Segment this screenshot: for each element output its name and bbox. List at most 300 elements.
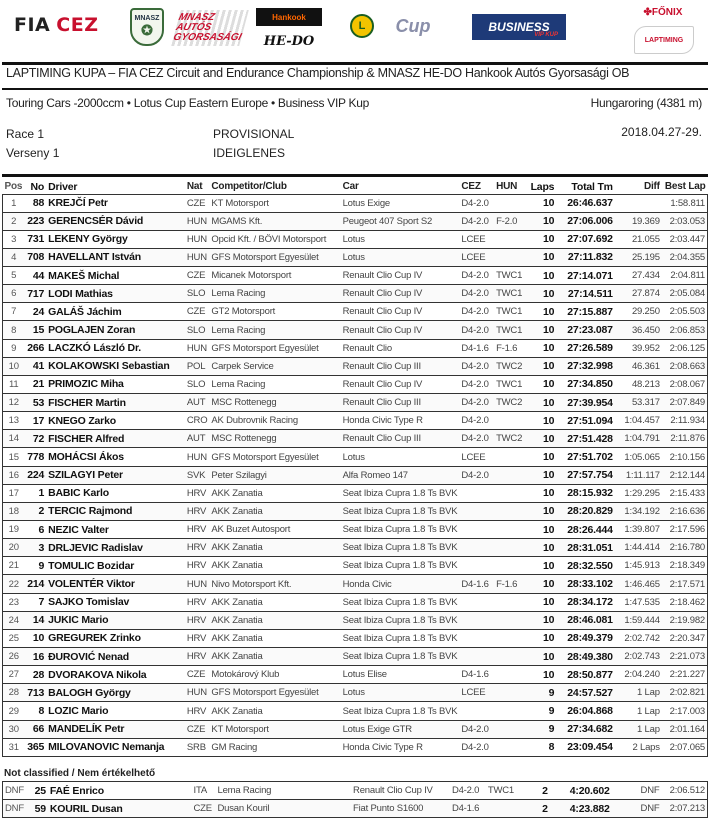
car-number-cell: 6 xyxy=(38,523,45,536)
car-number-cell: 214 xyxy=(27,578,45,591)
car-cell: Seat Ibiza Cupra 1.8 Ts BVK xyxy=(342,524,458,536)
gap-cell: 1:59.444 xyxy=(624,614,660,626)
table-row xyxy=(3,430,708,448)
hun-class-cell xyxy=(494,248,527,266)
driver-cell: HAVELLANT István xyxy=(48,251,141,264)
nationality-cell: HRV xyxy=(186,632,207,644)
car-cell: Seat Ibiza Cupra 1.8 Ts BVK xyxy=(342,505,458,517)
event-classes: Touring Cars -2000ccm • Lotus Cup Eastern Europe • Business VIP Kup xyxy=(6,96,369,110)
competitor-cell: GT2 Motorsport xyxy=(211,306,276,318)
best-lap-cell: 2:19.982 xyxy=(669,614,705,626)
car-number-cell: 1 xyxy=(38,487,45,500)
competitor-cell: AKK Zanatia xyxy=(211,542,263,554)
table-row xyxy=(3,684,708,702)
hun-class-cell xyxy=(494,738,527,756)
driver-cell: GREGUREK Zrinko xyxy=(48,632,141,645)
competitor-cell: Carpek Service xyxy=(211,360,274,372)
nationality-cell: SVK xyxy=(186,469,206,481)
cez-class-cell: D4-2.0 xyxy=(461,469,489,481)
total-time-cell: 28:32.550 xyxy=(567,559,613,572)
car-number-cell: 28 xyxy=(32,668,45,681)
nationality-cell: CZE xyxy=(186,270,206,282)
car-cell: Seat Ibiza Cupra 1.8 Ts BVK xyxy=(342,705,458,717)
competitor-cell: AKK Zanatia xyxy=(211,487,263,499)
table-row xyxy=(3,611,708,629)
driver-cell: KREJČÍ Petr xyxy=(48,197,108,210)
result-status xyxy=(213,125,294,163)
gap-cell: 1 Lap xyxy=(637,723,660,735)
nationality-cell: CRO xyxy=(186,415,208,427)
total-time-cell: 23:09.454 xyxy=(567,741,613,754)
hun-class-cell xyxy=(494,539,527,557)
gap-cell: 1:05.065 xyxy=(624,451,660,463)
gap-cell: 1:34.192 xyxy=(624,505,660,517)
table-row xyxy=(3,230,708,248)
best-lap-cell: 2:06.125 xyxy=(669,342,705,354)
driver-cell: ĐUROVIĆ Nenad xyxy=(48,650,129,663)
position-cell: 18 xyxy=(8,505,19,517)
car-cell: Renault Clio Cup IV xyxy=(342,270,423,282)
table-row xyxy=(3,194,708,212)
car-number-cell: 3 xyxy=(38,541,45,554)
hun-class-cell xyxy=(494,412,527,430)
total-time-cell: 26:46.637 xyxy=(567,197,613,210)
hun-class-cell xyxy=(494,502,527,520)
gap-cell: 25.195 xyxy=(631,251,660,263)
best-lap-cell: 2:17.596 xyxy=(669,524,705,536)
page-title: LAPTIMING KUPA – FIA CEZ Circuit and Endurance Championship & MNASZ HE-DO Hankook Autós Gyorsasági OB xyxy=(6,66,630,80)
cez-text: CEZ xyxy=(56,14,99,36)
table-header-row xyxy=(3,180,708,194)
position-cell: 6 xyxy=(11,288,17,300)
race-label-hu: Verseny 1 xyxy=(6,146,60,160)
driver-cell: MANDELÍK Petr xyxy=(48,723,125,736)
hun-class-cell: TWC1 xyxy=(496,288,523,300)
table-row xyxy=(3,339,708,357)
gap-cell: 36.450 xyxy=(631,324,660,336)
nationality-cell: HRV xyxy=(186,705,207,717)
car-number-cell: 88 xyxy=(32,197,45,210)
best-lap-cell: 2:03.053 xyxy=(669,215,705,227)
nationality-cell: CZE xyxy=(186,306,206,318)
best-lap-cell: 2:07.213 xyxy=(669,803,705,815)
cez-class-cell: D4-1.6 xyxy=(461,342,489,354)
hun-class-cell: F-2.0 xyxy=(496,215,518,227)
car-cell: Renault Clio Cup III xyxy=(342,397,421,409)
car-cell: Honda Civic xyxy=(342,578,392,590)
driver-cell: BABIC Karlo xyxy=(48,487,109,500)
cez-class-cell: LCEE xyxy=(461,451,486,463)
laps-cell: 10 xyxy=(543,251,555,264)
car-number-cell: 24 xyxy=(32,305,45,318)
competitor-cell: GFS Motorsport Egyesület xyxy=(211,687,319,699)
car-cell: Lotus Exige GTR xyxy=(342,723,412,735)
gap-cell: 1:11.117 xyxy=(625,469,660,481)
competitor-cell: KT Motorsport xyxy=(211,723,269,735)
cez-class-cell: D4-2.0 xyxy=(461,360,489,372)
gap-cell: 2:02.742 xyxy=(624,632,660,644)
position-cell: 23 xyxy=(8,596,19,608)
laps-cell: 10 xyxy=(543,541,555,554)
hun-class-cell xyxy=(494,484,527,502)
cez-class-cell: D4-2.0 xyxy=(461,723,489,735)
divider xyxy=(2,62,708,65)
table-row xyxy=(3,357,708,375)
competitor-cell: Peter Szilagyi xyxy=(211,469,267,481)
laps-cell: 10 xyxy=(543,342,555,355)
hun-class-cell xyxy=(494,611,527,629)
total-time-cell: 4:20.602 xyxy=(569,784,610,797)
column-header-gap: Diff xyxy=(643,181,660,193)
nationality-cell: HRV xyxy=(186,505,207,517)
total-time-cell: 28:50.877 xyxy=(567,668,613,681)
table-row xyxy=(3,448,708,466)
hedo-logo xyxy=(256,32,322,50)
column-header-total-time: Total Tm xyxy=(571,180,613,193)
laptiming-text: LAPTIMING xyxy=(644,36,684,44)
fia-cez-logo xyxy=(14,14,98,36)
gap-cell: 2 Laps xyxy=(632,741,660,753)
nationality-cell: AUT xyxy=(186,433,206,445)
car-number-cell: 8 xyxy=(38,705,45,717)
car-cell: Lotus xyxy=(342,233,365,245)
table-row xyxy=(3,521,708,539)
divider xyxy=(2,88,708,90)
cez-class-cell: LCEE xyxy=(461,233,486,245)
best-lap-cell: 2:20.347 xyxy=(669,632,705,644)
position-cell: 21 xyxy=(8,560,19,572)
race-label xyxy=(6,125,59,163)
gap-cell: 21.055 xyxy=(631,233,660,245)
gap-cell: 29.250 xyxy=(631,306,660,318)
gap-cell: 2:02.743 xyxy=(624,651,660,663)
total-time-cell: 28:46.081 xyxy=(567,614,613,627)
laps-cell: 10 xyxy=(543,523,555,536)
gap-cell: 1:04.457 xyxy=(624,415,660,427)
position-cell: 26 xyxy=(8,651,19,663)
total-time-cell: 28:26.444 xyxy=(567,523,613,536)
hun-class-cell: TWC1 xyxy=(496,324,523,336)
driver-cell: TERCIC Rajmond xyxy=(48,505,133,518)
laps-cell: 10 xyxy=(543,305,555,318)
table-row xyxy=(3,412,708,430)
competitor-cell: AKK Zanatia xyxy=(211,505,263,517)
hun-class-cell xyxy=(486,800,520,818)
driver-cell: PRIMOZIC Miha xyxy=(48,378,124,391)
status-hu: IDEIGLENES xyxy=(213,146,286,160)
laps-cell: 10 xyxy=(543,215,555,228)
column-header-nationality: Nat xyxy=(186,181,203,193)
table-row xyxy=(3,575,708,593)
gap-cell: 1:39.807 xyxy=(624,524,660,536)
car-cell: Lotus Elise xyxy=(342,669,387,681)
competitor-cell: GM Racing xyxy=(211,741,258,753)
best-lap-cell: 2:04.811 xyxy=(670,270,705,282)
laps-cell: 10 xyxy=(543,451,555,464)
car-number-cell: 717 xyxy=(27,287,45,300)
cez-class-cell xyxy=(459,593,494,611)
total-time-cell: 27:51.702 xyxy=(567,451,613,464)
position-cell: 14 xyxy=(8,433,19,445)
best-lap-cell: 2:02.821 xyxy=(669,687,705,699)
hun-class-cell: TWC1 xyxy=(496,270,523,282)
competitor-cell: MGAMS Kft. xyxy=(211,215,263,227)
table-row xyxy=(3,248,708,266)
car-cell: Renault Clio Cup IV xyxy=(342,288,423,300)
best-lap-cell: 2:01.164 xyxy=(669,723,705,735)
gap-cell: 1 Lap xyxy=(637,687,660,699)
total-time-cell: 28:20.829 xyxy=(567,505,613,518)
table-row xyxy=(3,629,708,647)
lotus-letter: L xyxy=(358,20,366,32)
car-cell: Seat Ibiza Cupra 1.8 Ts BVK xyxy=(342,596,458,608)
position-cell: 25 xyxy=(8,632,19,644)
car-cell: Seat Ibiza Cupra 1.8 Ts BVK xyxy=(342,632,458,644)
laps-cell: 10 xyxy=(543,360,555,373)
car-cell: Renault Clio Cup IV xyxy=(342,306,423,318)
hun-class-cell xyxy=(494,684,527,702)
best-lap-cell: 2:17.571 xyxy=(669,578,705,590)
gap-cell: 1:46.465 xyxy=(624,578,660,590)
column-header-competitor: Competitor/Club xyxy=(211,181,287,193)
cez-class-cell: D4-2.0 xyxy=(461,415,489,427)
nationality-cell: HRV xyxy=(186,651,207,663)
best-lap-cell: 2:05.084 xyxy=(669,288,705,300)
position-cell: 8 xyxy=(11,324,17,336)
hun-class-cell: TWC1 xyxy=(487,785,515,797)
laps-cell: 10 xyxy=(543,287,555,300)
hun-class-cell xyxy=(494,593,527,611)
position-cell: 30 xyxy=(8,723,19,735)
cez-class-cell: D4-2.0 xyxy=(461,397,489,409)
position-cell: 20 xyxy=(8,542,19,554)
status-en: PROVISIONAL xyxy=(213,127,295,141)
driver-cell: MILOVANOVIC Nemanja xyxy=(48,741,165,754)
position-cell: 15 xyxy=(8,451,19,463)
position-cell: 12 xyxy=(8,397,19,409)
cez-class-cell xyxy=(459,702,494,720)
gap-cell: 1:29.295 xyxy=(624,487,660,499)
fonix-icon: ✤ xyxy=(643,6,652,18)
table-row xyxy=(3,557,708,575)
car-cell: Honda Civic Type R xyxy=(342,415,423,427)
nationality-cell: SLO xyxy=(186,324,206,336)
competitor-cell: KT Motorsport xyxy=(211,197,269,209)
column-header-best-lap: Best Lap xyxy=(664,181,706,193)
position-cell: 22 xyxy=(8,578,19,590)
car-cell: Seat Ibiza Cupra 1.8 Ts BVK xyxy=(342,542,458,554)
hun-class-cell xyxy=(494,557,527,575)
nationality-cell: HRV xyxy=(186,560,207,572)
hun-class-cell xyxy=(494,702,527,720)
car-cell: Lotus xyxy=(342,451,365,463)
gap-cell: 1:44.414 xyxy=(624,542,660,554)
best-lap-cell: 2:15.433 xyxy=(669,487,705,499)
position-cell: 9 xyxy=(11,342,17,354)
position-cell: 29 xyxy=(8,705,19,717)
nationality-cell: HRV xyxy=(186,487,207,499)
column-header-driver: Driver xyxy=(48,180,78,193)
nationality-cell: SLO xyxy=(186,288,206,300)
cez-class-cell: D4-1.6 xyxy=(461,578,489,590)
nationality-cell: SRB xyxy=(186,741,206,753)
position-cell: 31 xyxy=(8,741,19,753)
venue: Hungaroring (4381 m) xyxy=(590,96,702,110)
table-row xyxy=(3,394,708,412)
car-cell: Lotus Exige xyxy=(342,197,391,209)
results-table xyxy=(2,180,708,757)
competitor-cell: Opcid Kft. / BÖVI Motorsport xyxy=(211,233,327,245)
column-header-hun-class: HUN xyxy=(496,181,518,193)
driver-cell: LACZKÓ László Dr. xyxy=(48,342,141,355)
car-number-cell: 2 xyxy=(38,505,45,518)
position-cell: 10 xyxy=(8,360,19,372)
car-cell: Lotus xyxy=(342,687,365,699)
total-time-cell: 28:49.380 xyxy=(567,650,613,663)
nationality-cell: HRV xyxy=(186,524,207,536)
total-time-cell: 27:34.682 xyxy=(567,723,613,736)
cez-class-cell: D4-2.0 xyxy=(461,197,489,209)
driver-cell: FISCHER Alfred xyxy=(48,432,125,445)
laps-cell: 10 xyxy=(543,487,555,500)
driver-cell: FAÉ Enrico xyxy=(49,784,104,797)
nationality-cell: HRV xyxy=(186,596,207,608)
hedo-text: HE-DO xyxy=(263,33,315,49)
car-cell: Renault Clio Cup IV xyxy=(342,378,423,390)
position-cell: 5 xyxy=(11,270,17,282)
car-number-cell: 59 xyxy=(34,802,46,815)
driver-cell: DRLJEVIC Radislav xyxy=(48,541,143,554)
best-lap-cell: 2:11.934 xyxy=(670,415,705,427)
table-row xyxy=(3,539,708,557)
hun-class-cell xyxy=(494,521,527,539)
nationality-cell: SLO xyxy=(186,378,206,390)
total-time-cell: 27:14.511 xyxy=(567,287,613,300)
not-classified-label: Not classified / Nem értékelhető xyxy=(4,768,156,779)
laps-cell: 10 xyxy=(543,414,555,427)
driver-cell: SZILAGYI Peter xyxy=(48,469,123,482)
total-time-cell: 24:57.527 xyxy=(567,686,613,699)
car-number-cell: 44 xyxy=(32,269,45,282)
gap-cell: 19.369 xyxy=(631,215,660,227)
nationality-cell: HUN xyxy=(186,578,207,590)
best-lap-cell: 2:06.512 xyxy=(669,785,705,797)
nationality-cell: HRV xyxy=(186,542,207,554)
competitor-cell: AKK Zanatia xyxy=(211,651,263,663)
gap-cell: 1 Lap xyxy=(637,705,660,717)
nationality-cell: HUN xyxy=(186,251,207,263)
car-number-cell: 53 xyxy=(32,396,45,409)
table-row xyxy=(3,484,708,502)
driver-cell: NEZIC Valter xyxy=(48,523,109,536)
cez-class-cell xyxy=(459,502,494,520)
table-row xyxy=(3,800,708,818)
car-number-cell: 9 xyxy=(38,559,45,572)
laps-cell: 10 xyxy=(543,632,555,645)
column-header-car: Car xyxy=(342,181,359,193)
competitor-cell: Motokárový Klub xyxy=(211,669,280,681)
car-number-cell: 10 xyxy=(32,632,45,645)
laps-cell: 2 xyxy=(542,802,548,815)
car-cell: Fiat Punto S1600 xyxy=(353,803,424,815)
cez-class-cell: LCEE xyxy=(461,687,486,699)
table-row xyxy=(3,702,708,720)
not-classified-table xyxy=(2,781,708,818)
car-number-cell: 713 xyxy=(27,686,45,699)
competitor-cell: Lema Racing xyxy=(217,785,272,797)
lotus-cup-logo xyxy=(378,14,448,38)
position-cell: 4 xyxy=(11,251,17,263)
car-number-cell: 21 xyxy=(32,378,45,391)
car-number-cell: 72 xyxy=(32,432,45,445)
laps-cell: 10 xyxy=(543,269,555,282)
laps-cell: 10 xyxy=(543,650,555,663)
gap-cell: 1:47.535 xyxy=(624,596,660,608)
best-lap-cell: 2:08.663 xyxy=(669,360,705,372)
laps-cell: 10 xyxy=(543,469,555,482)
car-number-cell: 14 xyxy=(32,614,45,627)
cez-class-cell xyxy=(459,521,494,539)
cez-class-cell: D4-2.0 xyxy=(461,378,489,390)
best-lap-cell: 2:07.065 xyxy=(669,741,705,753)
table-row xyxy=(3,720,708,738)
crest-icon: ✪ xyxy=(141,22,153,38)
competitor-cell: GFS Motorsport Egyesület xyxy=(211,451,319,463)
laps-cell: 2 xyxy=(542,784,548,797)
position-cell: 2 xyxy=(11,215,17,227)
table-row xyxy=(3,375,708,393)
hankook-logo xyxy=(256,8,322,26)
driver-cell: KOLAKOWSKI Sebastian xyxy=(48,360,170,373)
gap-cell: 27.434 xyxy=(631,270,660,282)
competitor-cell: MSC Rottenegg xyxy=(211,397,277,409)
hun-class-cell: TWC2 xyxy=(496,433,523,445)
hun-class-cell xyxy=(494,666,527,684)
driver-cell: BALOGH György xyxy=(48,686,131,699)
driver-cell: DVORAKOVA Nikola xyxy=(48,668,147,681)
car-number-cell: 223 xyxy=(27,215,45,228)
car-cell: Seat Ibiza Cupra 1.8 Ts BVK xyxy=(342,487,458,499)
car-cell: Lotus xyxy=(342,251,365,263)
divider xyxy=(2,174,708,177)
table-row xyxy=(3,321,708,339)
total-time-cell: 27:07.692 xyxy=(567,233,613,246)
cez-class-cell: D4-2.0 xyxy=(461,215,489,227)
laps-cell: 9 xyxy=(548,723,555,736)
best-lap-cell: 2:18.462 xyxy=(669,596,705,608)
competitor-cell: AKK Zanatia xyxy=(211,614,263,626)
competitor-cell: AK Dubrovnik Racing xyxy=(211,415,298,427)
position-cell: 19 xyxy=(8,524,19,536)
total-time-cell: 28:49.379 xyxy=(567,632,613,645)
car-cell: Honda Civic Type R xyxy=(342,741,423,753)
table-row xyxy=(3,666,708,684)
fia-text: FIA xyxy=(14,14,51,36)
gap-cell: 48.213 xyxy=(631,378,660,390)
total-time-cell: 27:23.087 xyxy=(567,324,613,337)
best-lap-cell: 2:05.503 xyxy=(669,306,705,318)
race-label-en: Race 1 xyxy=(6,127,45,141)
business-vip-logo xyxy=(472,14,566,40)
gap-cell: 53.317 xyxy=(631,397,660,409)
total-time-cell: 27:57.754 xyxy=(567,469,613,482)
total-time-cell: 28:33.102 xyxy=(567,578,613,591)
driver-cell: KOURIL Dusan xyxy=(49,802,123,815)
hun-class-cell: TWC2 xyxy=(496,360,523,372)
nationality-cell: CZE xyxy=(186,723,206,735)
business-text: BUSINESS xyxy=(488,20,550,34)
nationality-cell: HUN xyxy=(186,233,207,245)
